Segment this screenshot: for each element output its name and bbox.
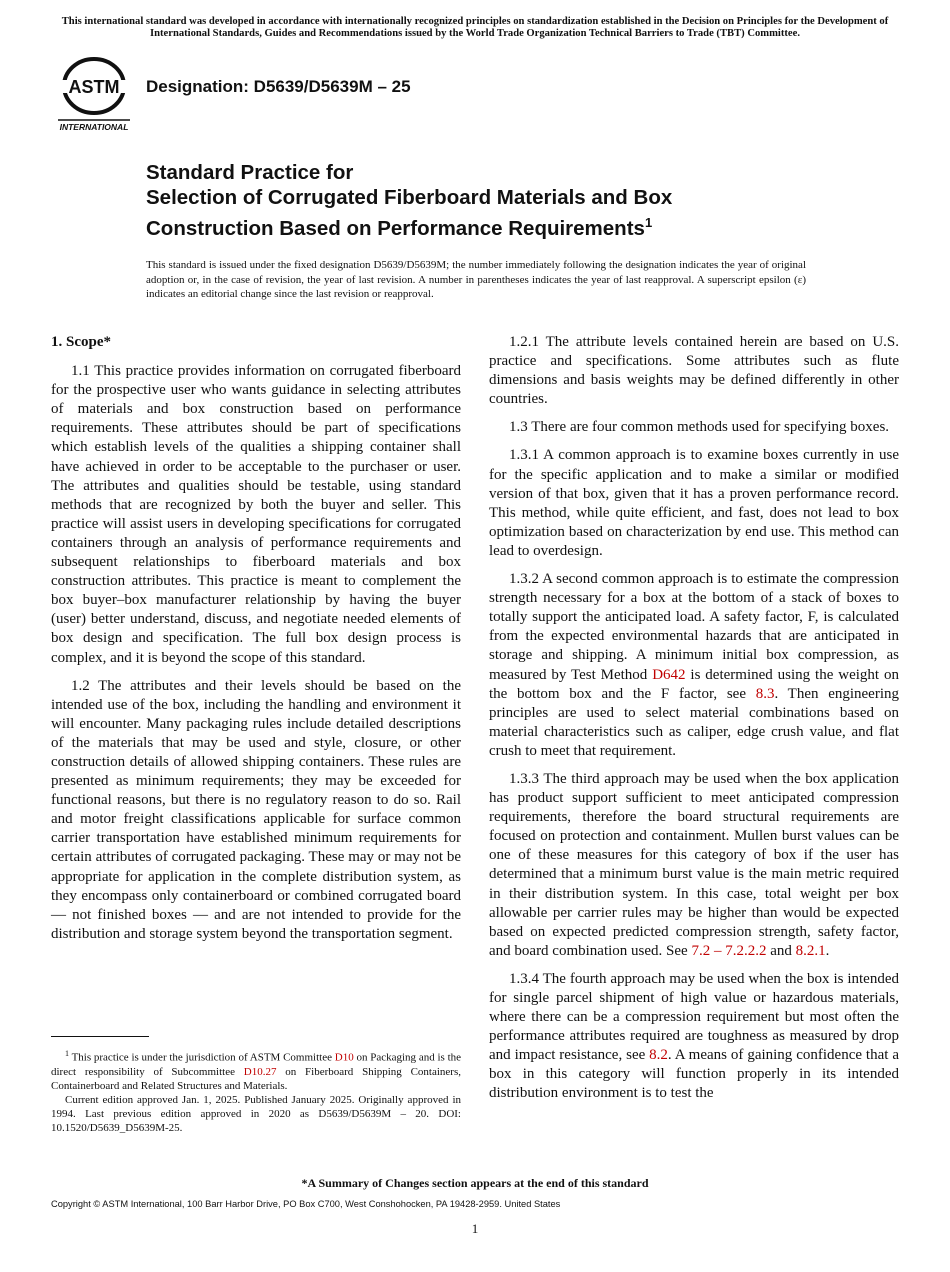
ref-link-d10[interactable]: D10	[334, 1051, 354, 1064]
paragraph-1-3-3: 1.3.3 The third approach may be used when the box application has product support sufficient to meet anticipated compression requirements, therefore the board structural requirements are focused on protection and containment. Mullen burst values can be one of these measures for this category of box if the user has determined that a minimum burst value is the main metric required in their distribution system. In this case, total weight per box allowable per carrier rules may be higher than would be expected based on expected predicted compression strength, safety factor, and board combination used. See 7.2 – 7.2.2.2 and 8.2.1.	[489, 770, 899, 959]
page-number: 1	[471, 1221, 479, 1236]
left-column	[51, 333, 461, 953]
footnote	[51, 1047, 461, 1135]
ref-link-d10-27[interactable]: D10.27	[243, 1065, 277, 1078]
ref-link-8-2-1[interactable]: 8.2.1	[795, 942, 826, 959]
paragraph-1-3-2: 1.3.2 A second common approach is to estimate the compression strength necessary for a box at the bottom of a stack of boxes to totally support the anticipated load. A safety factor, F, is calculated from the expected environmental hazards that are anticipated in storage and shipping. A minimum initial box compression, as measured by Test Method D642 is determined using the weight on the bottom box and the F factor, see 8.3. Then engineering principles are used to select material combinations based on material characteristics such as caliper, edge crush value, and flat crush to meet that requirement.	[489, 571, 899, 759]
footnote-divider	[51, 1036, 149, 1037]
paragraph-1-2-1: 1.2.1 The attribute levels contained herein are based on U.S. practice and specifications. Some attributes such as flute dimensions and basis weights may be defined differently in other countries.	[489, 334, 899, 408]
logo-subtext: INTERNATIONAL	[59, 122, 129, 132]
footnote-jurisdiction: $^1$ This practice is under the jurisdiction of ASTM Committee D10 on Packaging and is the direct responsibility of Subcommittee D10.27 on Fiberboard Shipping Containers, Containerboard and Related Structures and Materials.	[51, 1049, 462, 1092]
astm-logo-icon	[52, 56, 136, 134]
ref-link-d642[interactable]: D642	[652, 666, 686, 683]
right-column	[489, 333, 899, 1113]
title-line-2: Selection of Corrugated Fiberboard Materials and Box	[146, 186, 673, 209]
ref-link-8-2[interactable]: 8.2	[649, 1047, 668, 1064]
title-footnote-mark[interactable]: 1	[644, 215, 653, 230]
paragraph-1-3-4: 1.3.4 The fourth approach may be used when the box is intended for single parcel shipment of high value or hazardous materials, where there can be a compression requirement but most often the performance attributes required are toughness as measured by drop and impact resistance, see 8.2. A means of gaining confidence that a box in this category will function properly in its intended distribution environment is to test the	[489, 970, 899, 1102]
document-title	[146, 160, 846, 241]
paragraph-1-3: 1.3 There are four common methods used for specifying boxes.	[509, 419, 890, 436]
paragraph-1-1: 1.1 This practice provides information on corrugated fiberboard for the prospective user who wants guidance in selecting attributes of materials and box construction based on performance requirements. These attributes should be part of specifications which establish levels of the qualities a shipping container shall have achieved in order to be acceptable to the purchaser or user. The attributes and qualities should be testable, using standard methods that are recognized by both the buyer and seller. This practice will assist users in developing specifications for corrugated containers through an analysis of performance requirements and subsequent relationships to fiberboard materials and box construction attributes. This practice is meant to complement the box buyer–box manufacturer relationship by having the buyer (user) better understand, discuss, and negotiate needed elements of box design and specification. The full box design process is complex, and it is beyond the scope of this standard.	[51, 363, 461, 666]
paragraph-1-3-1: 1.3.1 A common approach is to examine boxes currently in use for the specific application and to make a similar or modified version of that box, given that it has a proven performance record. This method, while quite efficient, and fast, does not lead to box optimization based on characterization by end use. This method can lead to overdesign.	[489, 447, 899, 559]
designation: Designation: D5639/D5639M – 25	[146, 77, 411, 96]
ref-link-8-3[interactable]: 8.3	[755, 685, 775, 702]
paragraph-1-2: 1.2 The attributes and their levels should be based on the intended use of the box, including the handling and environment it will encounter. Many packaging rules include detailed descriptions of the materials that may be used and style, closure, or other construction details of allowed shipping containers. These rules are presented as minimum requirements; they may be exceeded for functional reasons, but there is no regulatory reason to do so. Rail and motor freight classifications applicable for surface common carrier transportation have established minimum requirements for certain attributes of corrugated packaging. These may or may not be appropriate for application in the complete distribution system, as they encompass only containerboard or combined corrugated board — not finished boxes — and are not intended to provide for the distribution and storage system beyond the transportation segment.	[51, 677, 461, 942]
footnote-edition: Current edition approved Jan. 1, 2025. Published January 2025. Originally approved in 1994. Last previous edition approved in 2020 as D5639/D5639M – 20. DOI: 10.1520/D5639_D5639M-25.	[51, 1093, 461, 1134]
issued-note: This standard is issued under the fixed designation D5639/D5639M; the number immediately following the designation indicates the year of original adoption or, in the case of revision, the year of last revision. A number in parentheses indicates the year of last reapproval. A superscript epsilon (ε) indicates an editorial change since the last revision or reapproval.	[146, 259, 806, 300]
summary-of-changes-note: *A Summary of Changes section appears at the end of this standard	[301, 1176, 649, 1190]
title-line-1: Standard Practice for	[146, 161, 354, 184]
title-line-3: Construction Based on Performance Requirements$^1$	[146, 215, 653, 240]
copyright: Copyright © ASTM International, 100 Barr Harbor Drive, PO Box C700, West Conshohocken, PA 19428-2959. United States	[51, 1199, 561, 1209]
section-heading-scope: 1. Scope*	[51, 334, 111, 350]
ref-link-7-2[interactable]: 7.2 – 7.2.2.2	[691, 942, 767, 959]
wto-notice: This international standard was developed in accordance with internationally recognized principles on standardization established in the Decision on Principles for the Development of International Standards, Guides and Recommendations issued by the World Trade Organization Technical Barriers to Trade (TBT) Committee.	[61, 16, 889, 39]
logo-text: ASTM	[68, 77, 120, 97]
